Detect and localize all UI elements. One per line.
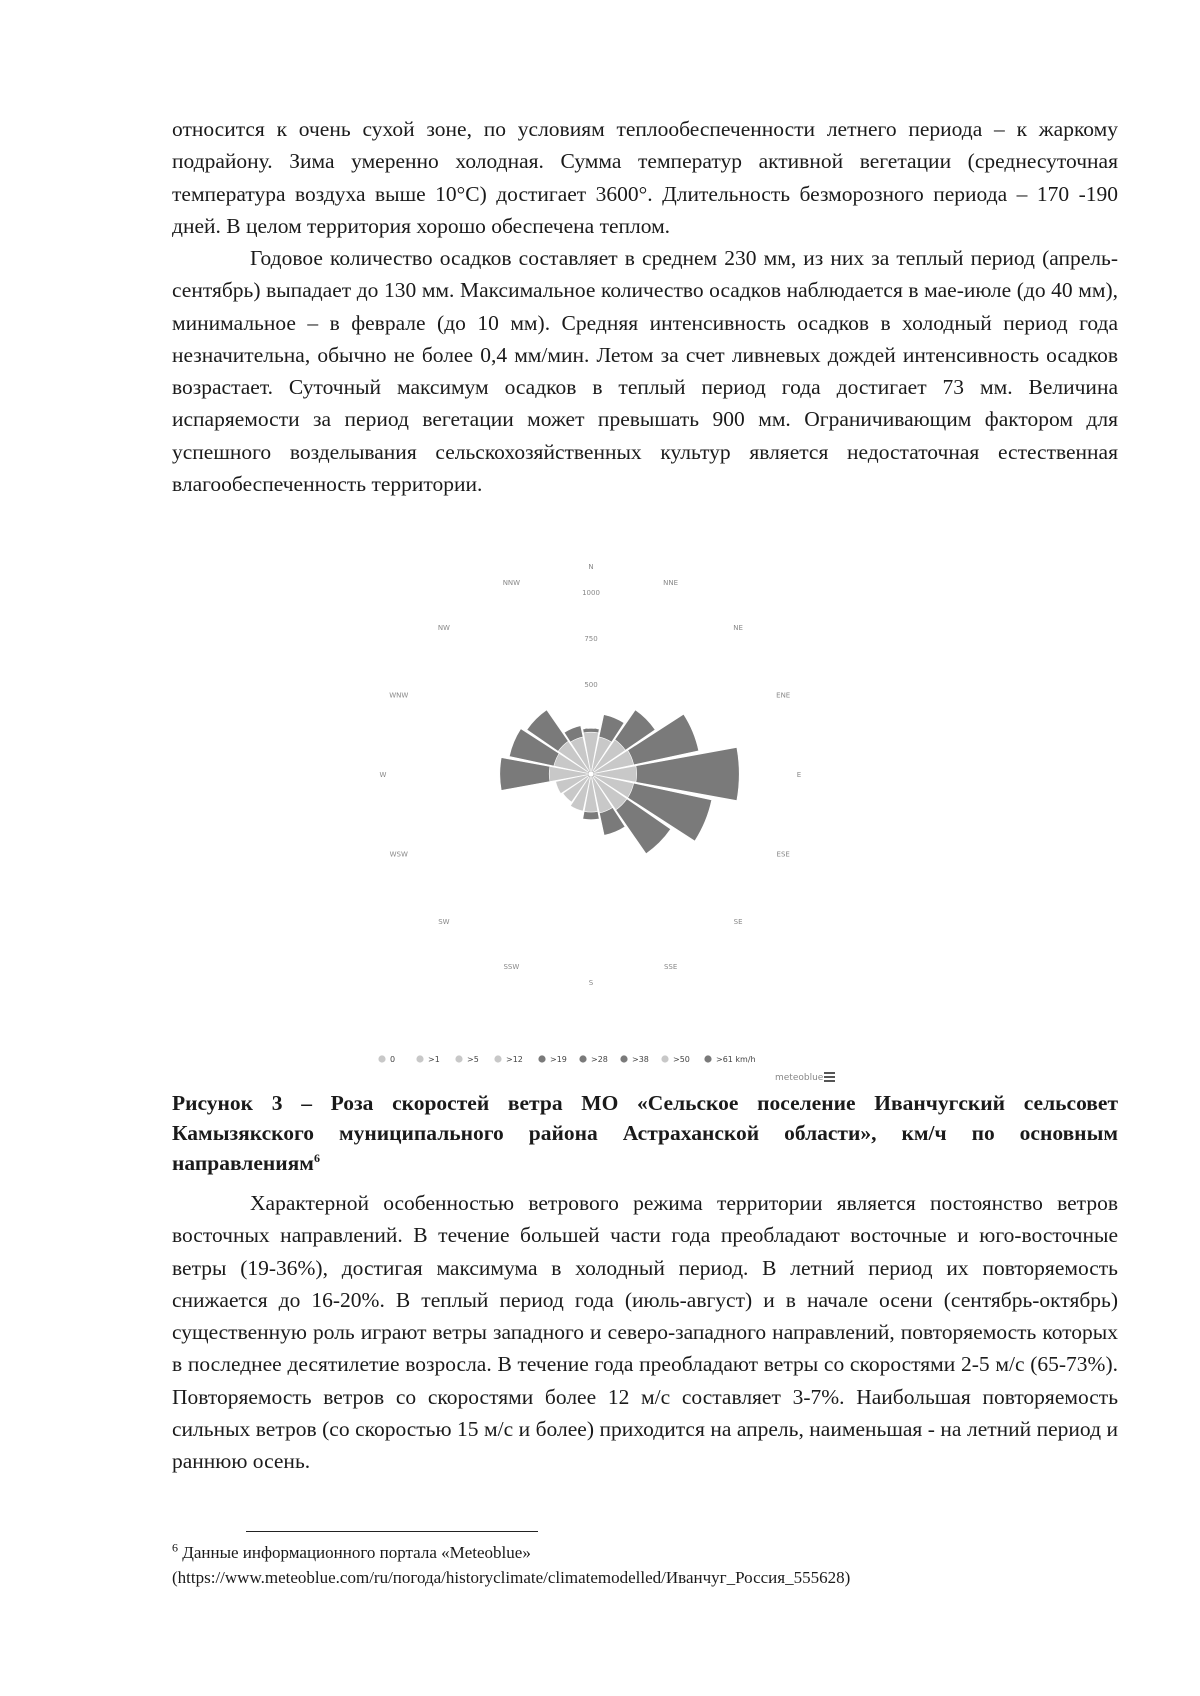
direction-label-w: W xyxy=(379,771,387,779)
legend-item[interactable] xyxy=(494,1055,522,1064)
direction-label-sw: SW xyxy=(438,918,450,927)
direction-label-ese: ESE xyxy=(776,850,790,859)
footnote-source: Данные информационного портала «Meteoblue» xyxy=(182,1543,531,1562)
hamburger-icon[interactable] xyxy=(824,1072,835,1082)
direction-label-e: E xyxy=(796,771,802,779)
legend-item[interactable] xyxy=(704,1055,755,1064)
direction-label-se: SE xyxy=(733,918,743,927)
legend-swatch xyxy=(538,1055,545,1062)
direction-label-ene: ENE xyxy=(776,691,791,700)
rose-petals xyxy=(500,710,739,854)
wind-rose-chart xyxy=(379,563,860,1094)
direction-label-nne: NNE xyxy=(663,578,679,587)
footnote xyxy=(172,1540,1132,1590)
direction-label-nnw: NNW xyxy=(502,578,521,587)
direction-label-ne: NE xyxy=(733,623,743,632)
legend-swatch xyxy=(620,1055,627,1062)
legend-label: >50 xyxy=(673,1055,690,1064)
rose-center xyxy=(588,771,594,777)
legend-label: >28 xyxy=(591,1055,608,1064)
legend-label: >12 xyxy=(506,1055,523,1064)
meteoblue-credit: meteoblue xyxy=(775,1073,824,1083)
body-paragraph-3: Характерной особенностью ветрового режима территории является постоянство ветров восточных направлений. В течение большей части года преобладают восточные и юго-восточные ветры (19-36%), достигая максимума в холодный период. В летний период их повторяемость снижается до 16-20%. В теплый период года (июль-август) и в начале осени (сентябрь-октябрь) существенную роль играют ветры западного и северо-западного направлений, повторяемость которых в последнее десятилетие возросла. В течение года преобладают ветры со скоростями 2-5 м/с (65-73%). Повторяемость ветров со скоростями более 12 м/с составляет 3-7%. Наибольшая повторяемость сильных ветров (со скоростью 15 м/с и более) приходится на апрель, наименьшая - на летний период и раннюю осень. xyxy=(172,1191,1118,1474)
ring-label: 1000 xyxy=(582,589,600,597)
legend-swatch xyxy=(378,1055,385,1062)
legend-swatch xyxy=(579,1055,586,1062)
legend-label: >61 km/h xyxy=(716,1055,756,1064)
chart-legend xyxy=(378,1055,755,1064)
body-paragraph-1: относится к очень сухой зоне, по условиям теплообеспеченности летнего периода – к жаркому подрайону. Зима умеренно холодная. Сумма температур активной вегетации (среднесуточная температура воздуха выше 10°С) достигает 3600°. Длительность безморозного периода – 170 -190 дней. В целом территория хорошо обеспечена теплом. xyxy=(172,117,1118,238)
legend-label: >38 xyxy=(632,1055,649,1064)
ring-label: 750 xyxy=(584,635,598,643)
direction-label-ssw: SSW xyxy=(503,963,520,972)
legend-label: >19 xyxy=(550,1055,567,1064)
footnote-line-2: (https://www.meteoblue.com/ru/погода/historyclimate/climatemodelled/Иванчуг_Россия_555628) xyxy=(172,1568,851,1587)
legend-swatch xyxy=(704,1055,711,1062)
ring-labels xyxy=(582,589,600,735)
legend-label: 0 xyxy=(390,1055,396,1064)
caption-text: Рисунок 3 – Роза скоростей ветра МО «Сельское поселение Иванчугский сельсовет Камызякского муниципального района Астраханской области», км/ч по основным направлениям xyxy=(172,1091,1118,1175)
legend-item[interactable] xyxy=(579,1055,607,1064)
direction-label-sse: SSE xyxy=(663,963,678,972)
legend-item[interactable] xyxy=(538,1055,566,1064)
legend-label: >1 xyxy=(428,1055,440,1064)
legend-item[interactable] xyxy=(378,1055,395,1064)
legend-item[interactable] xyxy=(661,1055,689,1064)
legend-item[interactable] xyxy=(455,1055,478,1064)
footnote-number: 6 xyxy=(172,1540,178,1555)
legend-item[interactable] xyxy=(416,1055,439,1064)
legend-item[interactable] xyxy=(620,1055,648,1064)
legend-swatch xyxy=(455,1055,462,1062)
ring-label: 500 xyxy=(584,681,598,689)
body-paragraph-2: Годовое количество осадков составляет в среднем 230 мм, из них за теплый период (апрель-сентябрь) выпадает до 130 мм. Максимальное количество осадков наблюдается в мае-июле (до 40 мм), минимальное – в феврале (до 10 мм). Средняя интенсивность осадков в холодный период года незначительна, обычно не более 0,4 мм/мин. Летом за счет ливневых дождей интенсивность осадков возрастает. Суточный максимум осадков в теплый период года достигает 73 мм. Величина испаряемости за период вегетации может превышать 900 мм. Ограничивающим фактором для успешного возделывания сельскохозяйственных культур является недостаточная естественная влагообеспеченность территории. xyxy=(172,246,1118,497)
legend-swatch xyxy=(661,1055,668,1062)
direction-label-n: N xyxy=(588,563,594,571)
figure-caption xyxy=(172,1088,1118,1178)
legend-label: >5 xyxy=(467,1055,479,1064)
direction-label-wsw: WSW xyxy=(389,850,408,859)
direction-label-s: S xyxy=(588,979,594,987)
caption-footnote-ref[interactable]: 6 xyxy=(313,1150,320,1165)
direction-label-wnw: WNW xyxy=(389,691,409,700)
legend-swatch xyxy=(416,1055,423,1062)
direction-label-nw: NW xyxy=(437,623,450,632)
footnote-divider xyxy=(246,1531,538,1532)
footnote-line-1 xyxy=(172,1540,1132,1565)
legend-swatch xyxy=(494,1055,501,1062)
